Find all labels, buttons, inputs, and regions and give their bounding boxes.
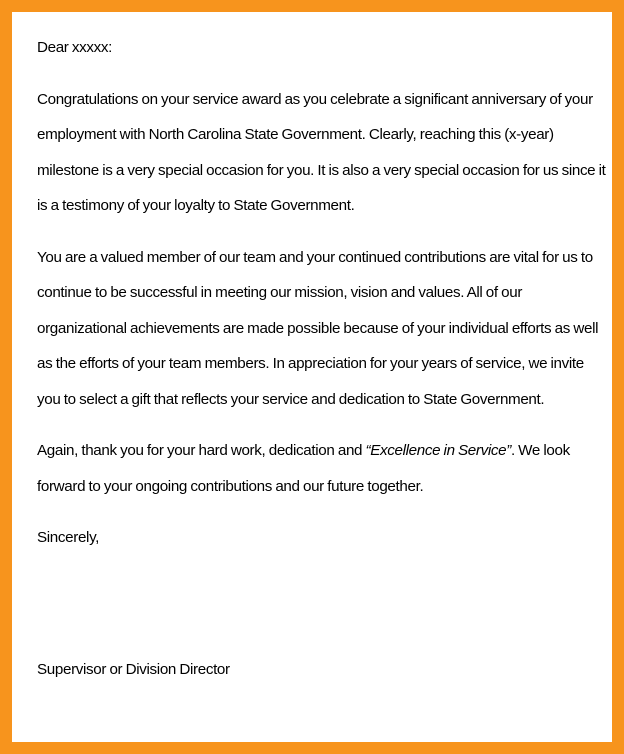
letter-body bbox=[37, 30, 609, 556]
signature-line: Supervisor or Division Director bbox=[37, 661, 230, 678]
letter-greeting: Dear xxxxx: bbox=[37, 39, 112, 56]
paragraph-congratulations: Congratulations on your service award as you celebrate a significant anniversary of your employment with North Carolina State Government. Clearly, reaching this (x-year) milestone is a very special occasion for you. It is also a very special occasion for us since it is a testimony of your loyalty to State Government. bbox=[37, 90, 606, 214]
paragraph-valued-member: You are a valued member of our team and your continued contributions are vital for us to continue to be successful in meeting our mission, vision and values. All of our organizational achievements are made possible because of your individual efforts as well as the efforts of your team members. In appreciation for your years of service, we invite you to select a gift that reflects your service and dedication to State Government. bbox=[37, 248, 599, 408]
excellence-in-service-phrase: “Excellence in Service” bbox=[365, 442, 511, 459]
paragraph-thank-you-start: Again, thank you for your hard work, dedication and bbox=[37, 442, 366, 459]
paragraph-thank-you-end: . We look forward to your ongoing contributions and our future together. bbox=[37, 442, 570, 495]
letter-closing: Sincerely, bbox=[37, 529, 100, 546]
paragraph-thank-you bbox=[37, 433, 609, 504]
